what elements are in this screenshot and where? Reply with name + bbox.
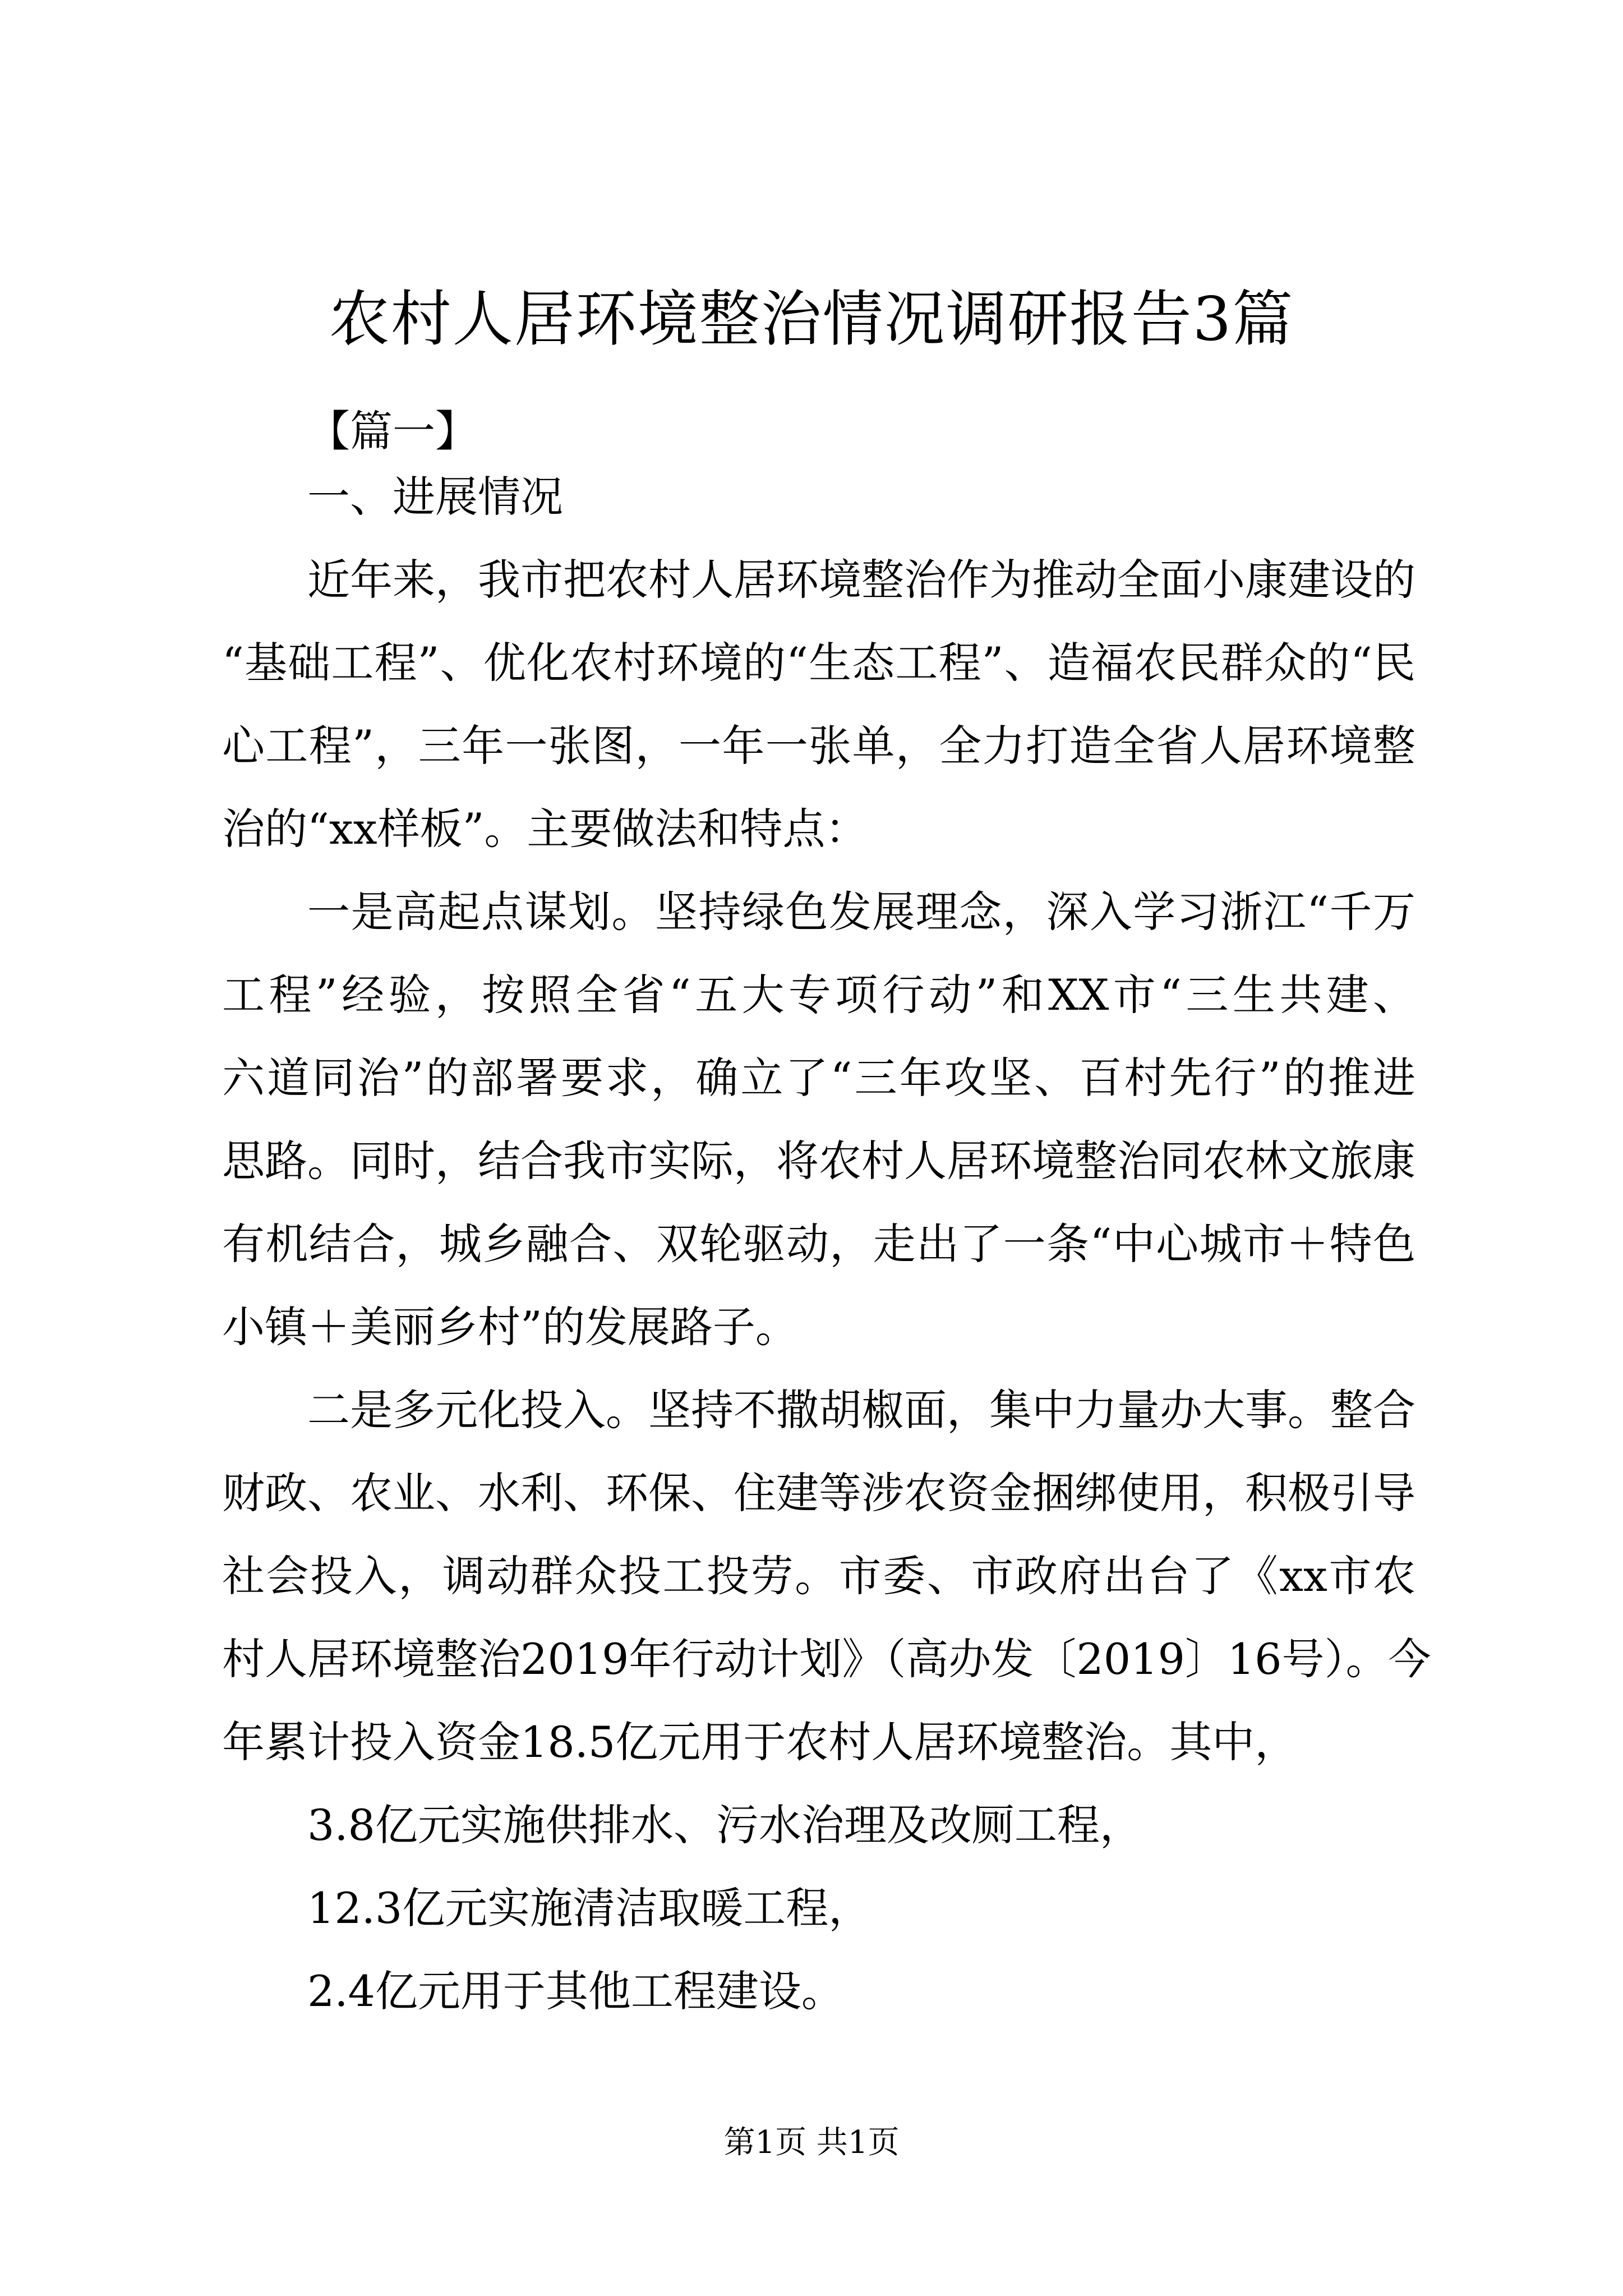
paragraph-2-line-2: 工程”经验，按照全省“五大专项行动”和XX市“三生共建、 [222, 970, 1415, 1020]
paragraph-3-line-1: 二是多元化投入。坚持不撒胡椒面，集中力量办大事。整合 [307, 1385, 1415, 1435]
paragraph-3-line-4: 村人居环境整治2019年行动计划》（高办发〔2019〕16号）。今 [222, 1634, 1431, 1684]
paragraph-3-line-5: 年累计投入资金18.5亿元用于农村人居环境整治。其中， [222, 1717, 1298, 1767]
page-footer: 第1页 共1页 [723, 2124, 900, 2161]
paragraph-3-line-2: 财政、农业、水利、环保、住建等涉农资金捆绑使用，积极引导 [222, 1468, 1415, 1518]
paragraph-2-line-6: 小镇＋美丽乡村”的发展路子。 [222, 1302, 798, 1352]
document-title: 农村人居环境整治情况调研报告3篇 [329, 284, 1294, 355]
paragraph-3-line-3: 社会投入，调动群众投工投劳。市委、市政府出台了《xx市农 [222, 1551, 1415, 1601]
paragraph-2-line-3: 六道同治”的部署要求，确立了“三年攻坚、百村先行”的推进 [222, 1053, 1415, 1103]
paragraph-2-line-5: 有机结合，城乡融合、双轮驱动，走出了一条“中心城市＋特色 [222, 1219, 1415, 1269]
list-item: 3.8亿元实施供排水、污水治理及改厕工程， [307, 1800, 1142, 1850]
paragraph-1-line-2: “基础工程”、优化农村环境的“生态工程”、造福农民群众的“民 [222, 638, 1415, 688]
paragraph-1-line-1: 近年来，我市把农村人居环境整治作为推动全面小康建设的 [307, 555, 1415, 605]
paragraph-1-line-3: 心工程”，三年一张图，一年一张单，全力打造全省人居环境整 [222, 721, 1415, 771]
section-heading: 一、进展情况 [307, 472, 563, 522]
list-item: 2.4亿元用于其他工程建设。 [307, 1966, 844, 2016]
list-item: 12.3亿元实施清洁取暖工程， [307, 1883, 872, 1933]
section-marker: 【篇一】 [307, 406, 478, 456]
paragraph-2-line-4: 思路。同时，结合我市实际，将农村人居环境整治同农林文旅康 [222, 1136, 1415, 1186]
paragraph-2-line-1: 一是高起点谋划。坚持绿色发展理念，深入学习浙江“千万 [307, 887, 1415, 937]
paragraph-1-line-4: 治的“xx样板”。主要做法和特点： [222, 804, 868, 854]
